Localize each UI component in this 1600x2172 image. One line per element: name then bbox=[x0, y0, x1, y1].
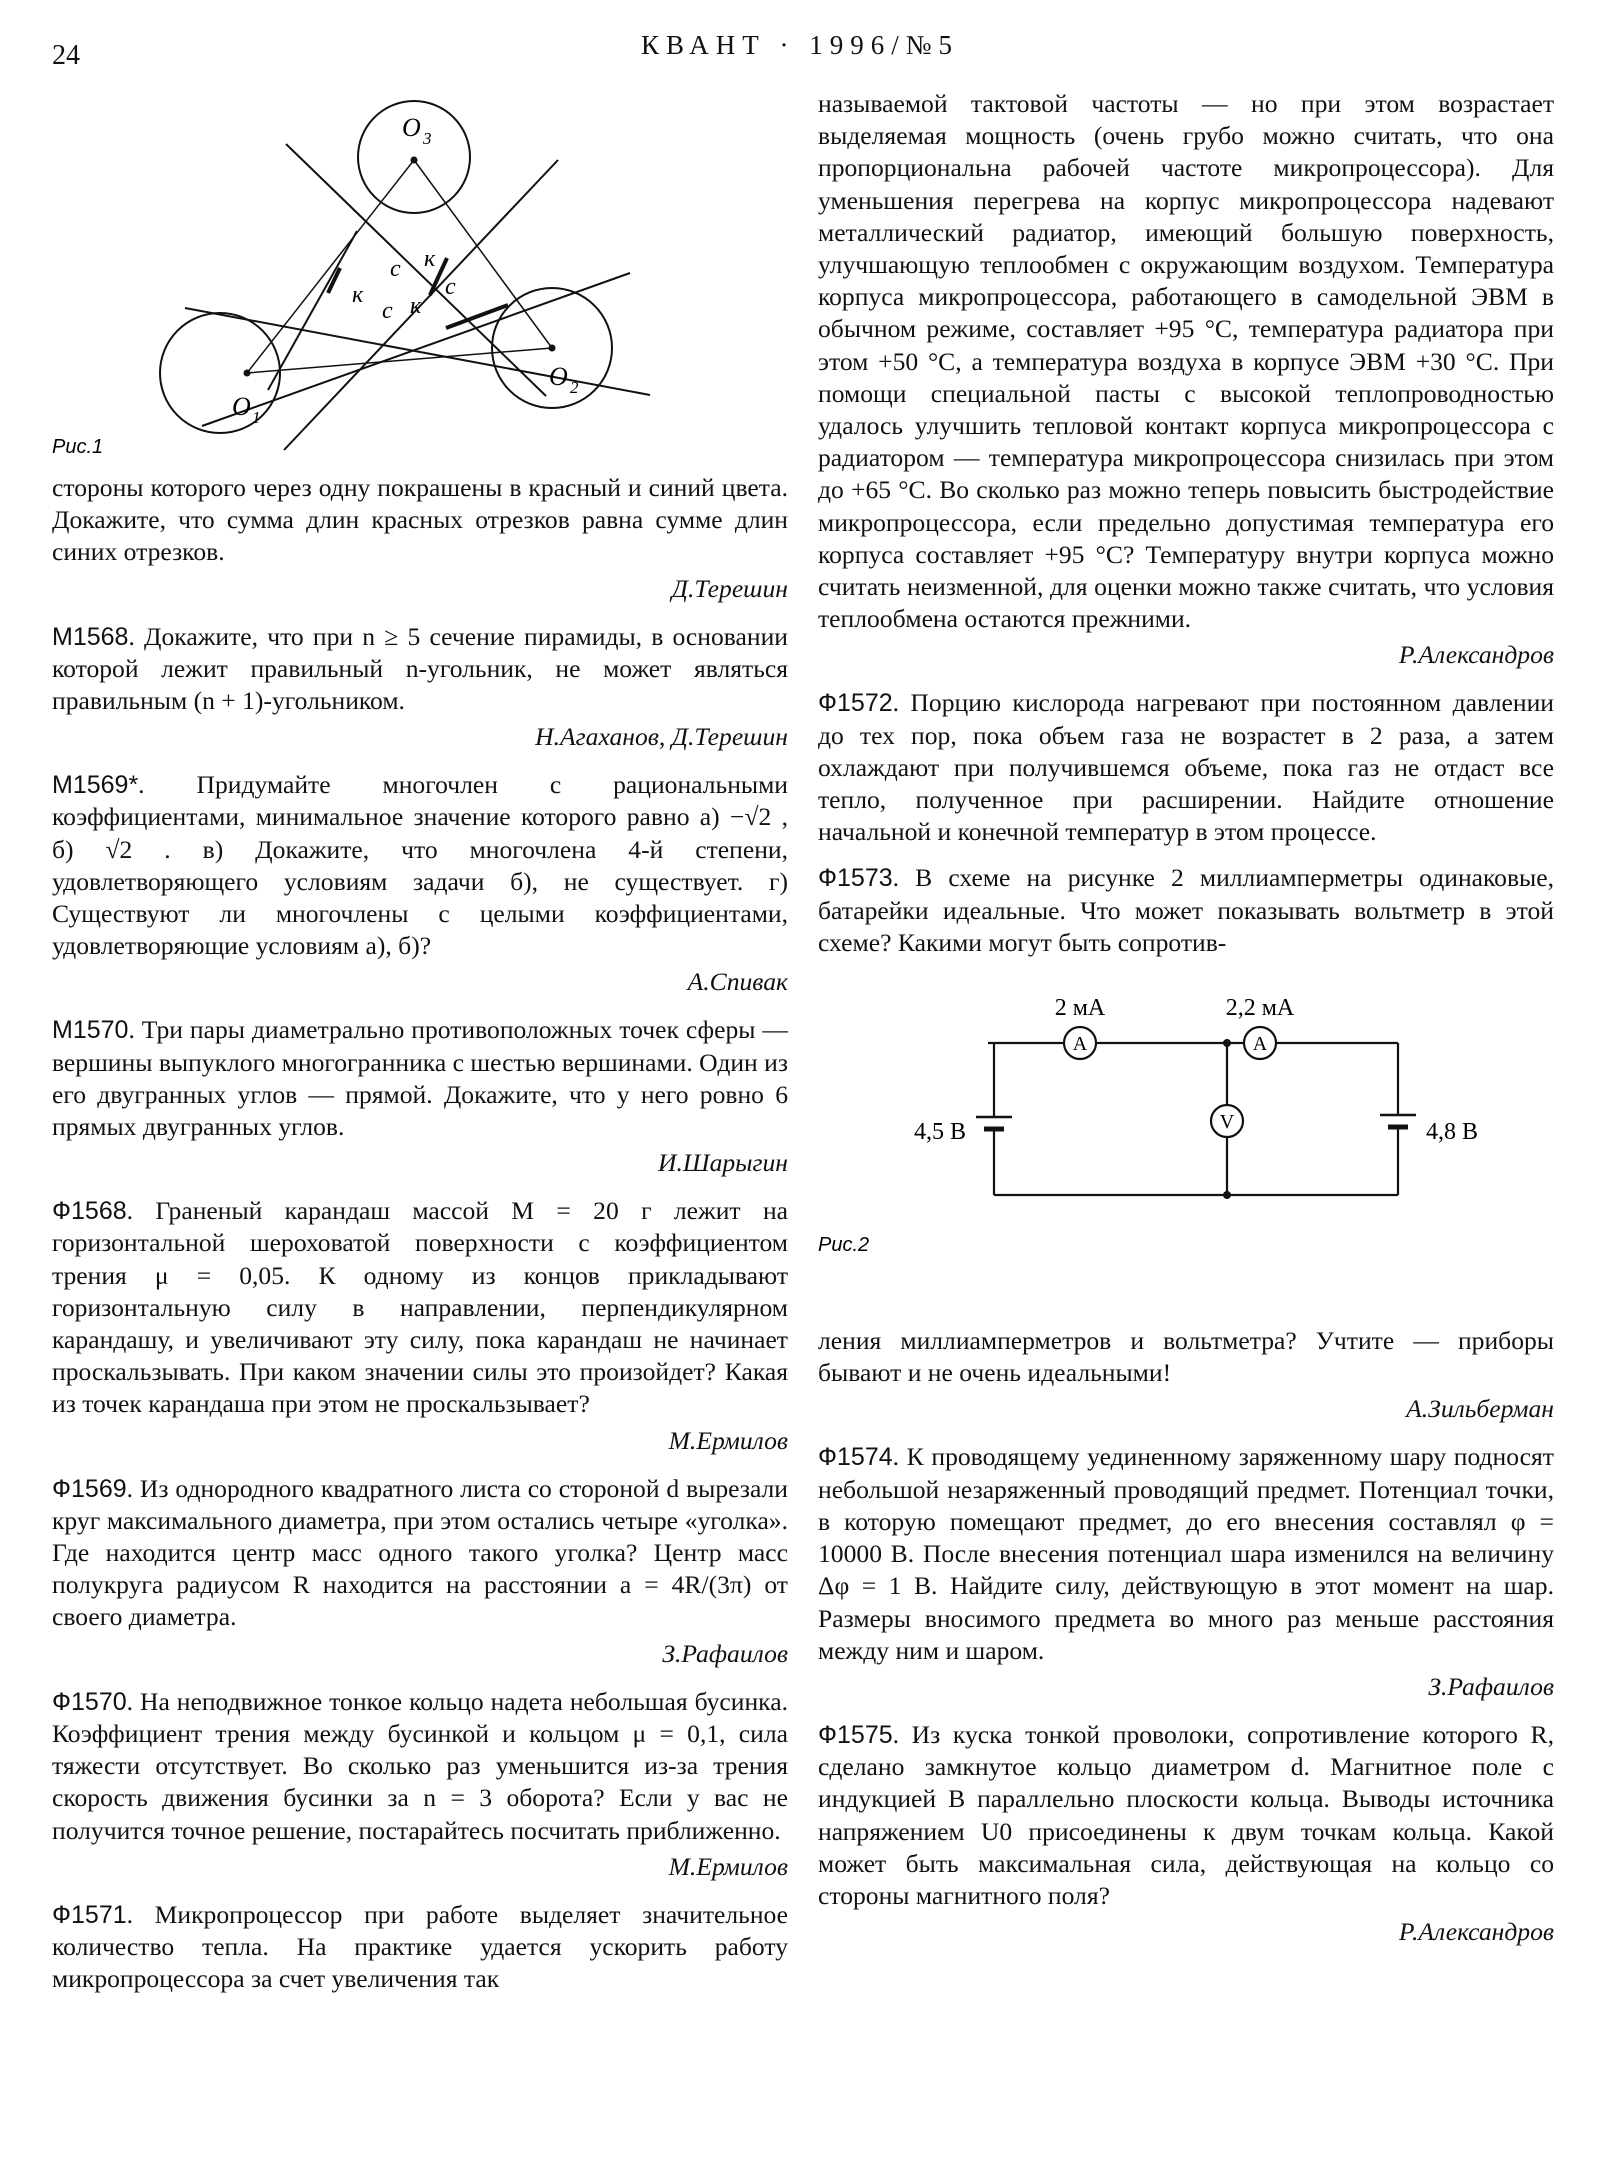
figure-1-label: Рис.1 bbox=[52, 436, 104, 458]
problem-f1572 bbox=[818, 687, 1554, 848]
tangent-line-5 bbox=[268, 231, 357, 390]
left-column bbox=[52, 80, 788, 1995]
problem-text: . Из куска тонкой проволоки, сопротивление которого R, сделано замкнутое кольцо диаметром d. Магнитное поле с индукцией B параллельно плоскости кольца. Выводы источника напряжением U0 присоединены к двум точкам кольца. Какой может быть максимальная сила, действующая на кольцо со стороны магнитного поля? bbox=[818, 1719, 1554, 1910]
ammeter-right-reading: 2,2 мА bbox=[1225, 995, 1295, 1022]
problem-author: М.Ермилов bbox=[668, 1425, 788, 1455]
junction-top bbox=[1223, 1039, 1231, 1047]
circle-o1 bbox=[160, 313, 280, 433]
right-column bbox=[818, 88, 1554, 1950]
seg-label-c-1: с bbox=[390, 256, 401, 282]
problem-m1569 bbox=[52, 769, 788, 1000]
problem-id: Ф1574 bbox=[818, 1443, 893, 1472]
continuation-author: Р.Александров bbox=[1398, 640, 1554, 670]
problem-f1575 bbox=[818, 1719, 1554, 1950]
intro-text: стороны которого через одну покрашены в красный и синий цвета. Докажите, что сумма длин красных отрезков равна сумме длин синих отрезков. bbox=[52, 473, 788, 567]
problem-id: Ф1573 bbox=[818, 864, 893, 893]
problem-f1568 bbox=[52, 1195, 788, 1458]
ammeter-left-symbol: A bbox=[1072, 1033, 1088, 1056]
triangle-side-13 bbox=[247, 160, 414, 373]
triangle-side-12 bbox=[247, 348, 552, 373]
label-o2: O bbox=[549, 362, 568, 391]
page-number: 24 bbox=[52, 40, 80, 71]
tangent-line-3 bbox=[185, 308, 650, 395]
problem-f1571 bbox=[52, 1899, 788, 1996]
label-o2-sub: 2 bbox=[570, 378, 579, 397]
voltmeter-symbol: V bbox=[1219, 1111, 1235, 1134]
problem-id: Ф1568 bbox=[52, 1197, 127, 1226]
problem-text: . Придумайте многочлен с рациональными коэффициентами, минимальное значение которого равно а) −√2 , б) √2 . в) Докажите, что многочлена 4-й степени, удовлетворяющего условиям задачи б), не существует. г) Существуют ли многочлены с целыми коэффициентами, удовлетворяющие условиям а), б)? bbox=[52, 770, 788, 961]
problem-text: . В схеме на рисунке 2 миллиамперметры одинаковые, батарейки идеальные. Что может показывать вольтметр в этой схеме? Какими могут быть сопротив- bbox=[818, 863, 1554, 957]
problem-text: . На неподвижное тонкое кольцо надета небольшая бусинка. Коэффициент трения между бусинкой и кольцом μ = 0,1, сила тяжести отсутствует. Во сколько раз уменьшится из-за трения скорость движения бусинки за n = 3 оборота? Если у вас не получится точное решение, постарайтесь посчитать приближенно. bbox=[52, 1686, 788, 1845]
problem-text: . Порцию кислорода нагревают при постоянном давлении до тех пор, пока объем газа не возрастет в 2 раза, а затем охлаждают при получившемся объеме, пока газ не отдаст все тепло, полученное при расширении. Найдите отношение начальной и конечной температур в этом процессе. bbox=[818, 688, 1554, 847]
figure-1 bbox=[52, 80, 788, 472]
figure-1-diagram bbox=[52, 80, 788, 472]
seg-label-k-3: к bbox=[410, 293, 422, 319]
label-o1: O bbox=[232, 392, 251, 421]
ammeter-right-symbol: A bbox=[1252, 1033, 1268, 1056]
point-o2 bbox=[549, 345, 556, 352]
tangent-line-1 bbox=[286, 144, 546, 396]
problem-id: М1568 bbox=[52, 622, 129, 651]
problem-m1568 bbox=[52, 621, 788, 756]
problem-text: . К проводящему уединенному заряженному шару подносят небольшой незаряженный проводящий предмет. Потенциал точки, в которую помещают предмет, до его внесения составлял φ = 10000 В. После внесения потенциал шара изменился на величину Δφ = 1 В. Найдите силу, действующую в этот момент на шар. Размеры вносимого предмета во много раз меньше расстояния между ним и шаром. bbox=[818, 1442, 1554, 1665]
problem-text: . Три пары диаметрально противоположных точек сферы — вершины выпуклого многогранника с шестью вершинами. Один из его двугранных углов — прямой. Докажите, что у него ровно 6 прямых двугранных углов. bbox=[52, 1015, 788, 1142]
problem-f1570 bbox=[52, 1686, 788, 1885]
label-o1-sub: 1 bbox=[252, 408, 261, 427]
problem-id: Ф1571 bbox=[52, 1900, 127, 1929]
battery-right-voltage: 4,8 В bbox=[1426, 1119, 1479, 1146]
problem-id: М1569* bbox=[52, 771, 139, 800]
ammeter-left-reading: 2 мА bbox=[1054, 995, 1106, 1022]
seg-label-c-3: с bbox=[445, 274, 456, 300]
seg-label-c-2: с bbox=[382, 298, 393, 324]
seg-label-k-2: к bbox=[352, 282, 364, 308]
problem-author: З.Рафаилов bbox=[662, 1638, 788, 1668]
problem-id: Ф1569 bbox=[52, 1474, 127, 1503]
seg-label-k-1: к bbox=[424, 246, 436, 272]
problem-id: Ф1570 bbox=[52, 1687, 127, 1716]
problem-author: М.Ермилов bbox=[668, 1851, 788, 1881]
problem-text: . Докажите, что при n ≥ 5 сечение пирамиды, в основании которой лежит правильный n-угольник, не может являться правильным (n + 1)-угольником. bbox=[52, 621, 788, 716]
problem-author: З.Рафаилов bbox=[1428, 1671, 1554, 1701]
problem-m1570 bbox=[52, 1014, 788, 1181]
circuit-diagram bbox=[818, 987, 1554, 1325]
running-head: КВАНТ · 1996/№5 bbox=[640, 30, 960, 60]
battery-left-voltage: 4,5 В bbox=[913, 1119, 966, 1146]
problem-text: . Граненый карандаш массой M = 20 г лежит на горизонтальной шероховатой поверхности с коэффициентом трения μ = 0,05. К одному из концов прикладывают горизонтальную силу в направлении, перпендикулярном карандашу, и увеличивают эту силу, пока карандаш не начинает проскальзывать. При каком значении силы это произойдет? Какая из точек карандаша при этом не проскальзывает? bbox=[52, 1196, 788, 1419]
intro-author: Д.Терешин bbox=[671, 573, 788, 603]
problem-text: . Микропроцессор при работе выделяет значительное количество тепла. На практике удается ускорить работу микропроцессора за счет увеличения так bbox=[52, 1899, 788, 1994]
figure-2-label: Рис.2 bbox=[818, 1234, 870, 1257]
problem-f1573 bbox=[818, 862, 1554, 959]
problem-text: . Из однородного квадратного листа со стороной d вырезали круг максимального диаметра, при этом остались четыре «уголка». Где находится центр масс одного такого уголка? Центр масс полукруга радиусом R находится на расстоянии a = 4R/(3π) от своего диаметра. bbox=[52, 1473, 788, 1632]
label-o3-sub: 3 bbox=[423, 129, 432, 148]
problem-author: И.Шарыгин bbox=[658, 1148, 788, 1178]
problem-author: Н.Агаханов, Д.Терешин bbox=[535, 722, 788, 752]
problem-author: Р.Александров bbox=[1398, 1917, 1554, 1947]
after-figure-text: ления миллиамперметров и вольтметра? Учтите — приборы бывают и не очень идеальными! bbox=[818, 1326, 1554, 1388]
problem-id: Ф1575 bbox=[818, 1720, 893, 1749]
junction-bottom bbox=[1223, 1191, 1231, 1199]
point-o1 bbox=[244, 370, 251, 377]
problem-f1569 bbox=[52, 1473, 788, 1672]
figure-2 bbox=[818, 987, 1554, 1325]
problem-id: Ф1572 bbox=[818, 689, 893, 718]
problem-author: А.Спивак bbox=[687, 967, 788, 997]
continuation-text: называемой тактовой частоты — но при этом возрастает выделяемая мощность (очень грубо можно считать, что она пропорциональна рабочей частоте микропроцессора). Для уменьшения перегрева на корпус микропроцессора надевают металлический радиатор, имеющий большую поверхность, улучшающую теплообмен с окружающим воздухом. Температура корпуса микропроцессора, работающего в самодельной ЭВМ в обычном режиме, составляет +95 °C, температура радиатора при этом +50 °C, а температура воздуха в корпусе ЭВМ +30 °C. При помощи специальной пасты с высокой теплопроводностью удалось улучшить тепловой контакт корпуса микропроцессора с радиатором — температура микропроцессора снизилась при этом до +65 °C. Во сколько раз можно теперь повысить быстродействие микропроцессора, если предельно допустимая температура его корпуса составляет +95 °C? Температуру внутри корпуса можно считать неизменной, для оценки можно также считать, что условия теплообмена остаются прежними. bbox=[818, 89, 1554, 634]
problem-f1574 bbox=[818, 1441, 1554, 1704]
problem-id: М1570 bbox=[52, 1016, 129, 1045]
label-o3: O bbox=[402, 113, 421, 142]
point-o3 bbox=[411, 157, 418, 164]
after-figure-author: А.Зильберман bbox=[1406, 1394, 1554, 1424]
